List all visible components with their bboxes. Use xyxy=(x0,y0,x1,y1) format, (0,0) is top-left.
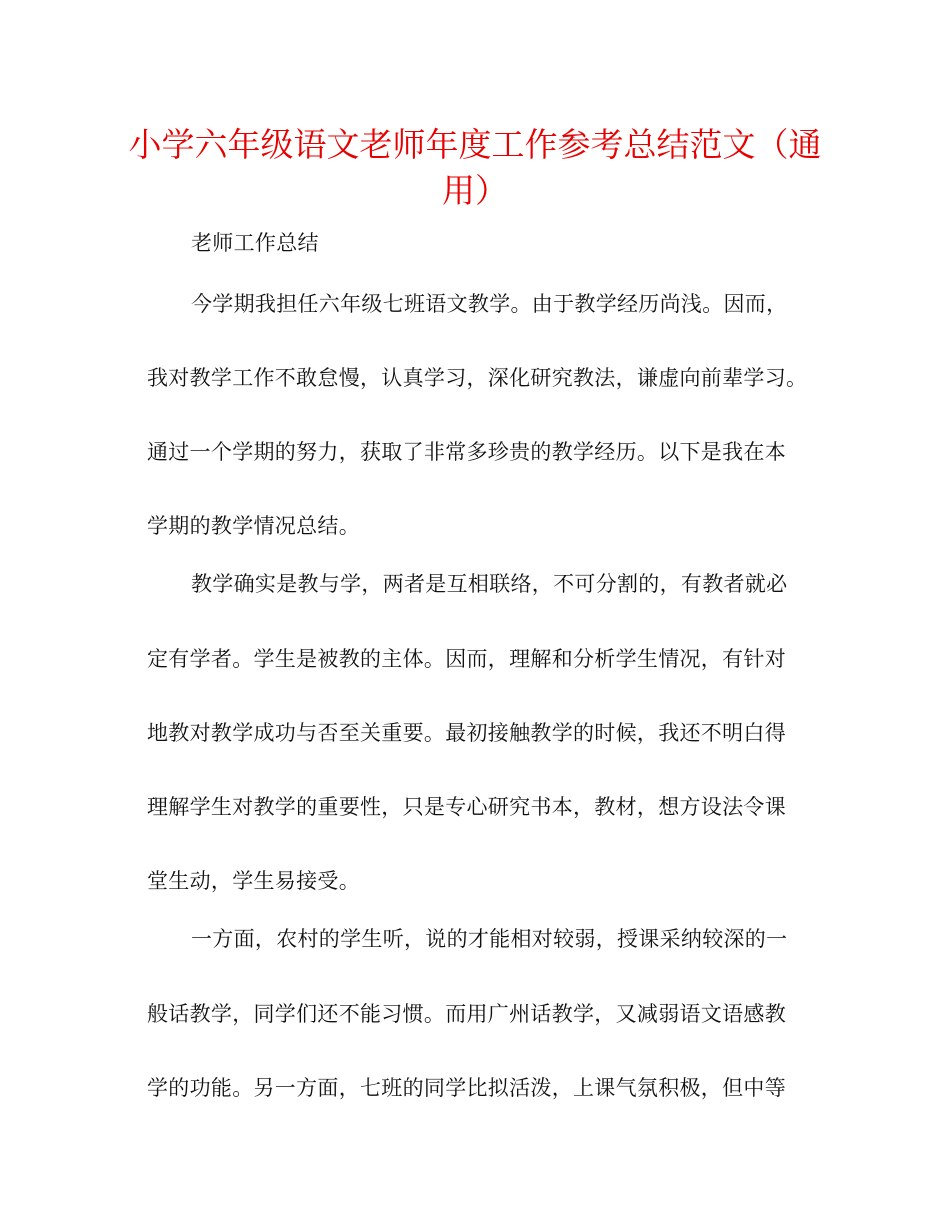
text-line: 今学期我担任六年级七班语文教学。由于教学经历尚浅。因而， xyxy=(191,292,788,316)
text-line: 堂生动，学生易接受。 xyxy=(147,869,360,893)
text-line: 地教对教学成功与否至关重要。最初接触教学的时候，我还不明白得 xyxy=(147,721,786,745)
section-heading: 老师工作总结 xyxy=(191,231,319,255)
text-line: 定有学者。学生是被教的主体。因而，理解和分析学生情况，有针对 xyxy=(147,647,786,671)
text-line: 一方面，农村的学生听，说的才能相对较弱，授课采纳较深的一 xyxy=(191,927,788,951)
text-line: 学的功能。另一方面，七班的同学比拟活泼，上课气氛积极，但中等 xyxy=(147,1076,786,1100)
text-line: 我对教学工作不敢怠慢，认真学习，深化研究教法，谦虚向前辈学习。 xyxy=(147,366,808,390)
document-title xyxy=(110,122,840,214)
text-line: 理解学生对教学的重要性，只是专心研究书本，教材，想方设法令课 xyxy=(147,795,786,819)
text-line: 教学确实是教与学，两者是互相联络，不可分割的，有教者就必 xyxy=(191,572,788,596)
text-line: 学期的教学情况总结。 xyxy=(147,514,360,538)
text-line: 通过一个学期的努力，获取了非常多珍贵的教学经历。以下是我在本 xyxy=(147,440,786,464)
text-line: 般话教学，同学们还不能习惯。而用广州话教学，又减弱语文语感教 xyxy=(147,1002,786,1026)
title-line-2: 用） xyxy=(442,171,508,210)
title-line-1: 小学六年级语文老师年度工作参考总结范文（通 xyxy=(128,125,822,164)
